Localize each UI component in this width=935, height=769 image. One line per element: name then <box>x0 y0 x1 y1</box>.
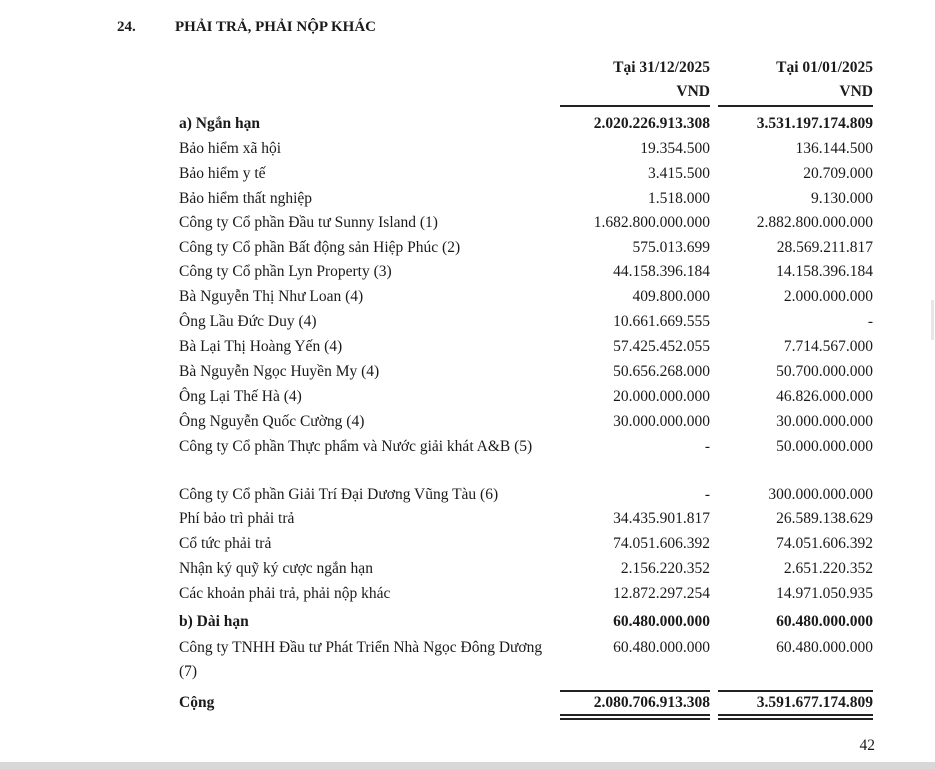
row-value-2025-01-01: 28.569.211.817 <box>776 239 873 256</box>
row-value-2025-01-01: 20.709.000 <box>803 165 873 182</box>
row-label: a) Ngắn hạn <box>179 115 260 132</box>
col2-header-rule <box>718 105 873 107</box>
row-value-2025-12-31: 57.425.452.055 <box>613 338 710 355</box>
row-label: Bảo hiểm thất nghiệp <box>179 190 313 207</box>
row-value-2025-01-01: 74.051.606.392 <box>776 535 873 552</box>
row-value-2025-12-31: 74.051.606.392 <box>613 535 710 552</box>
section-number: 24. <box>117 19 136 35</box>
row-value-2025-01-01: 26.589.138.629 <box>776 510 873 527</box>
row-label: Nhận ký quỹ ký cược ngắn hạn <box>179 560 373 577</box>
row-label: Công ty Cổ phần Giải Trí Đại Dương Vũng Tàu (6) <box>179 486 499 503</box>
col2-total-double-rule-a <box>718 714 873 716</box>
page-number: 42 <box>859 737 875 754</box>
row-value-2025-12-31: 50.656.268.000 <box>613 363 710 380</box>
row-value-2025-12-31: 3.415.500 <box>648 165 710 182</box>
row-value-2025-12-31: 1.682.800.000.000 <box>593 214 710 231</box>
row-value-2025-12-31: 44.158.396.184 <box>613 263 710 280</box>
row-value-2025-01-01: 14.158.396.184 <box>776 263 873 280</box>
row-value-2025-12-31: 19.354.500 <box>640 140 710 157</box>
col1-total-double-rule-a <box>560 714 710 716</box>
row-label: Công ty Cổ phần Thực phẩm và Nước giải khát A&B (5) <box>179 438 533 455</box>
col1-date-header: Tại 31/12/2025 <box>613 59 710 76</box>
row-value-2025-01-01: 2.651.220.352 <box>783 560 873 577</box>
row-label: Ông Lầu Đức Duy (4) <box>179 313 317 330</box>
row-label: Bà Nguyễn Ngọc Huyền My (4) <box>179 363 380 380</box>
row-value-2025-01-01: 9.130.000 <box>811 190 873 207</box>
row-value-2025-12-31: - <box>704 438 710 455</box>
row-value-2025-01-01: 46.826.000.000 <box>776 388 873 405</box>
bottom-edge-bar <box>0 762 935 769</box>
row-value-2025-12-31: 2.020.226.913.308 <box>593 115 710 132</box>
row-value-2025-01-01: 50.000.000.000 <box>776 438 873 455</box>
row-value-2025-12-31: 2.156.220.352 <box>620 560 710 577</box>
row-value-2025-01-01: 30.000.000.000 <box>776 413 873 430</box>
col2-total-double-rule-b <box>718 718 873 720</box>
row-value-2025-12-31: 10.661.669.555 <box>613 313 710 330</box>
row-value-2025-01-01: 60.480.000.000 <box>776 639 873 656</box>
row-value-2025-12-31: 1.518.000 <box>648 190 710 207</box>
row-value-2025-01-01: 2.000.000.000 <box>783 288 873 305</box>
row-value-2025-12-31: 20.000.000.000 <box>613 388 710 405</box>
col2-date-header: Tại 01/01/2025 <box>776 59 873 76</box>
row-value-2025-12-31: 575.013.699 <box>632 239 710 256</box>
row-value-2025-12-31: 34.435.901.817 <box>613 510 710 527</box>
row-value-2025-12-31: 12.872.297.254 <box>613 585 710 602</box>
col2-unit-header: VND <box>839 83 873 100</box>
row-value-2025-01-01: 300.000.000.000 <box>768 486 873 503</box>
row-value-2025-01-01: 2.882.800.000.000 <box>756 214 873 231</box>
row-label: Công ty Cổ phần Lyn Property (3) <box>179 263 392 280</box>
row-value-2025-12-31: 60.480.000.000 <box>613 639 710 656</box>
row-label: b) Dài hạn <box>179 613 249 630</box>
total-label: Cộng <box>179 694 215 711</box>
row-value-2025-12-31: - <box>704 486 710 503</box>
total-value-2025-01-01: 3.591.677.174.809 <box>756 694 873 711</box>
row-value-2025-01-01: 3.531.197.174.809 <box>756 115 873 132</box>
row-label: Bảo hiểm y tế <box>179 165 266 182</box>
row-value-2025-01-01: 50.700.000.000 <box>776 363 873 380</box>
row-label: Công ty Cổ phần Bất động sản Hiệp Phúc (2) <box>179 239 461 256</box>
row-label: Cổ tức phải trả <box>179 535 272 552</box>
row-label: Công ty TNHH Đầu tư Phát Triển Nhà Ngọc Đông Dương (7) <box>179 639 543 680</box>
row-value-2025-12-31: 30.000.000.000 <box>613 413 710 430</box>
col1-total-double-rule-b <box>560 718 710 720</box>
section-title: PHẢI TRẢ, PHẢI NỘP KHÁC <box>175 19 376 35</box>
row-label: Các khoản phải trả, phải nộp khác <box>179 585 391 602</box>
row-label: Ông Lại Thế Hà (4) <box>179 388 302 405</box>
row-label: Bà Nguyễn Thị Như Loan (4) <box>179 288 364 305</box>
row-value-2025-12-31: 60.480.000.000 <box>613 613 710 630</box>
total-value-2025-12-31: 2.080.706.913.308 <box>593 694 710 711</box>
row-value-2025-01-01: 60.480.000.000 <box>776 613 873 630</box>
row-value-2025-01-01: 7.714.567.000 <box>783 338 873 355</box>
row-label: Ông Nguyễn Quốc Cường (4) <box>179 413 365 430</box>
col1-header-rule <box>560 105 710 107</box>
row-value-2025-01-01: - <box>867 313 873 330</box>
row-value-2025-12-31: 409.800.000 <box>632 288 710 305</box>
row-value-2025-01-01: 14.971.050.935 <box>776 585 873 602</box>
row-label: Bảo hiểm xã hội <box>179 140 282 157</box>
row-label: Phí bảo trì phải trả <box>179 510 295 527</box>
row-value-2025-01-01: 136.144.500 <box>795 140 873 157</box>
row-label: Bà Lại Thị Hoàng Yến (4) <box>179 338 343 355</box>
row-label: Công ty Cổ phần Đầu tư Sunny Island (1) <box>179 214 438 231</box>
scan-margin-mark <box>931 300 934 340</box>
col1-unit-header: VND <box>676 83 710 100</box>
